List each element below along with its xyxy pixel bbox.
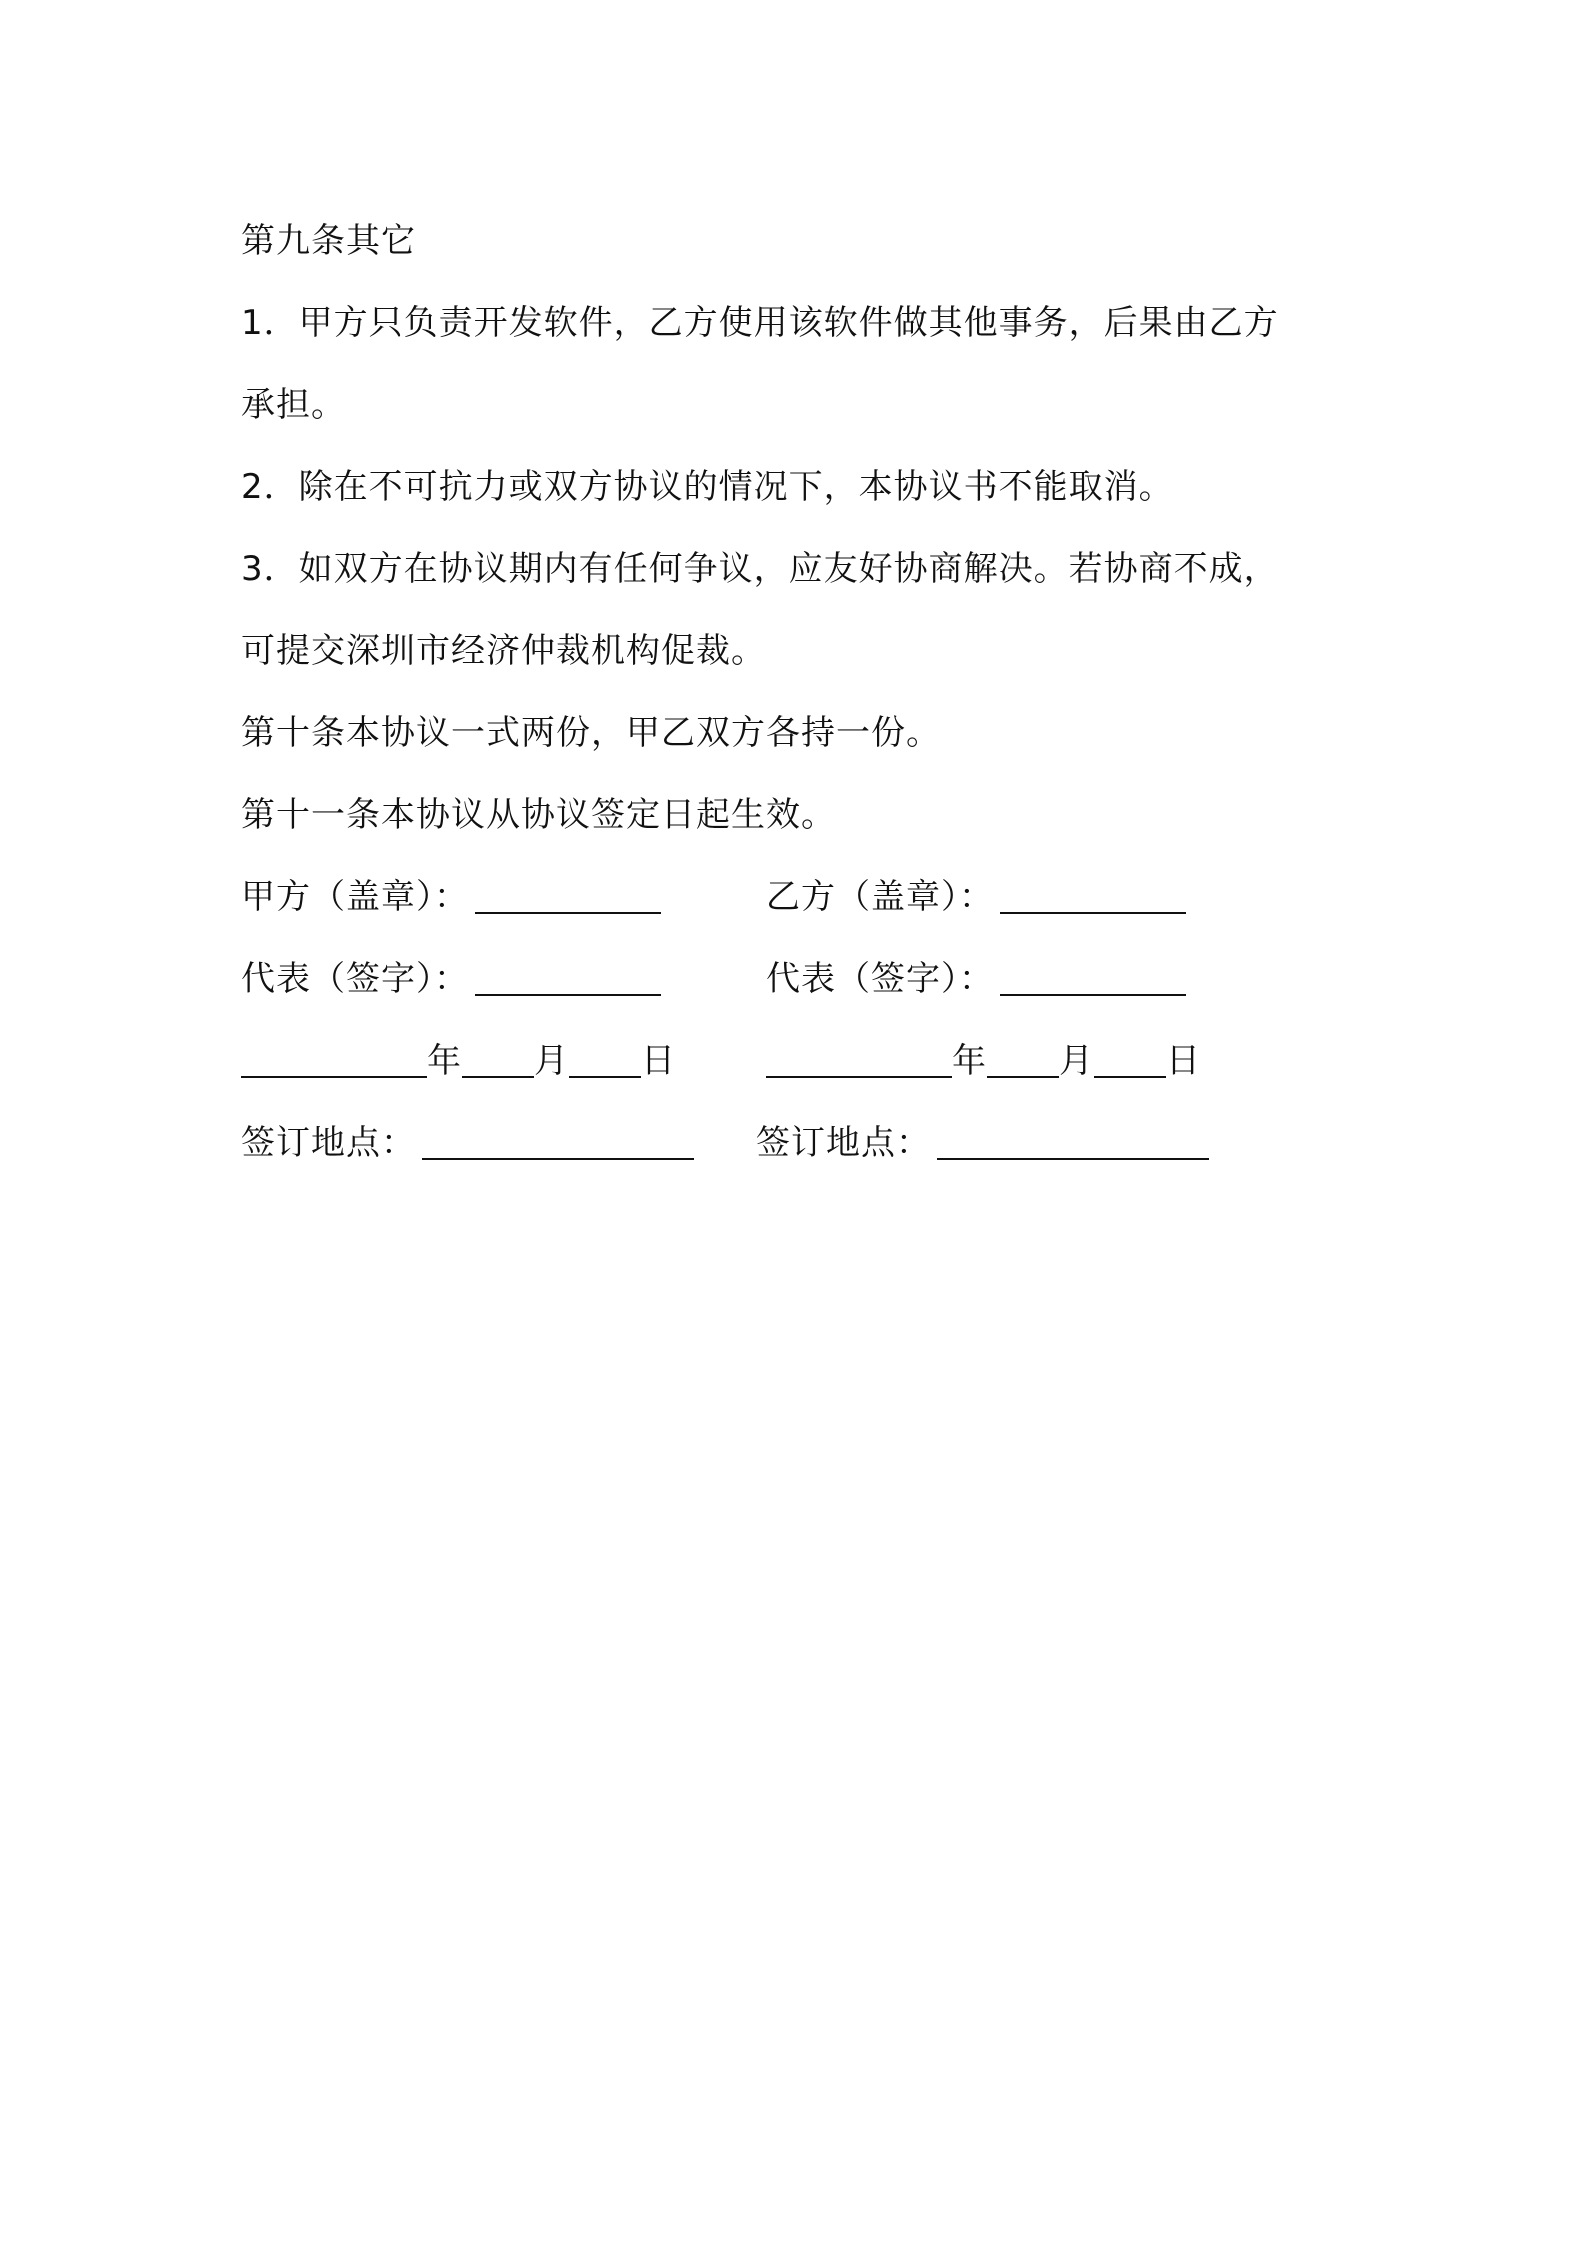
article9-item1-line2: 承担。 — [241, 385, 346, 425]
party-a-seal-label: 甲方（盖章）： — [241, 877, 469, 917]
party-b-place-label: 签订地点： — [756, 1123, 931, 1163]
article10: 第十条本协议一式两份，甲乙双方各持一份。 — [241, 713, 941, 753]
party-b-rep-blank — [1000, 958, 1186, 996]
party-b-rep-label: 代表（签字）： — [766, 959, 994, 999]
party-a-seal-blank — [475, 876, 661, 914]
party-a-day-blank — [569, 1040, 641, 1078]
day-label: 日 — [1166, 1041, 1201, 1081]
party-a-month-blank — [462, 1040, 534, 1078]
party-a-rep-blank — [475, 958, 661, 996]
article9-item1-line1: 1．甲方只负责开发软件，乙方使用该软件做其他事务，后果由乙方 — [241, 303, 1279, 343]
party-a-date-field — [241, 1020, 766, 1102]
party-b-month-blank — [987, 1040, 1059, 1078]
month-label: 月 — [534, 1041, 569, 1081]
representative-row — [241, 938, 1351, 1020]
party-b-date-field — [766, 1020, 1201, 1102]
party-a-place-label: 签订地点： — [241, 1123, 416, 1163]
party-a-year-blank — [241, 1040, 427, 1078]
party-b-seal-field — [766, 856, 1186, 938]
place-row — [241, 1102, 1351, 1184]
article9-item2: 2．除在不可抗力或双方协议的情况下，本协议书不能取消。 — [241, 467, 1174, 507]
party-b-rep-field — [766, 938, 1186, 1020]
month-label: 月 — [1059, 1041, 1094, 1081]
party-a-place-field — [241, 1102, 756, 1184]
party-b-seal-blank — [1000, 876, 1186, 914]
article9-heading: 第九条其它 — [241, 221, 416, 261]
party-b-place-blank — [937, 1122, 1209, 1160]
party-a-rep-field — [241, 938, 766, 1020]
article11: 第十一条本协议从协议签定日起生效。 — [241, 795, 836, 835]
seal-row — [241, 856, 1351, 938]
document-body — [241, 200, 1351, 1184]
year-label: 年 — [427, 1041, 462, 1081]
year-label: 年 — [952, 1041, 987, 1081]
party-b-seal-label: 乙方（盖章）： — [766, 877, 994, 917]
article9-item3-line2: 可提交深圳市经济仲裁机构促裁。 — [241, 631, 766, 671]
party-b-place-field — [756, 1102, 1209, 1184]
party-a-seal-field — [241, 856, 766, 938]
party-a-rep-label: 代表（签字）： — [241, 959, 469, 999]
date-row — [241, 1020, 1351, 1102]
party-b-day-blank — [1094, 1040, 1166, 1078]
party-b-year-blank — [766, 1040, 952, 1078]
party-a-place-blank — [422, 1122, 694, 1160]
article9-item3-line1: 3．如双方在协议期内有任何争议，应友好协商解决。若协商不成， — [241, 549, 1279, 589]
day-label: 日 — [641, 1041, 676, 1081]
